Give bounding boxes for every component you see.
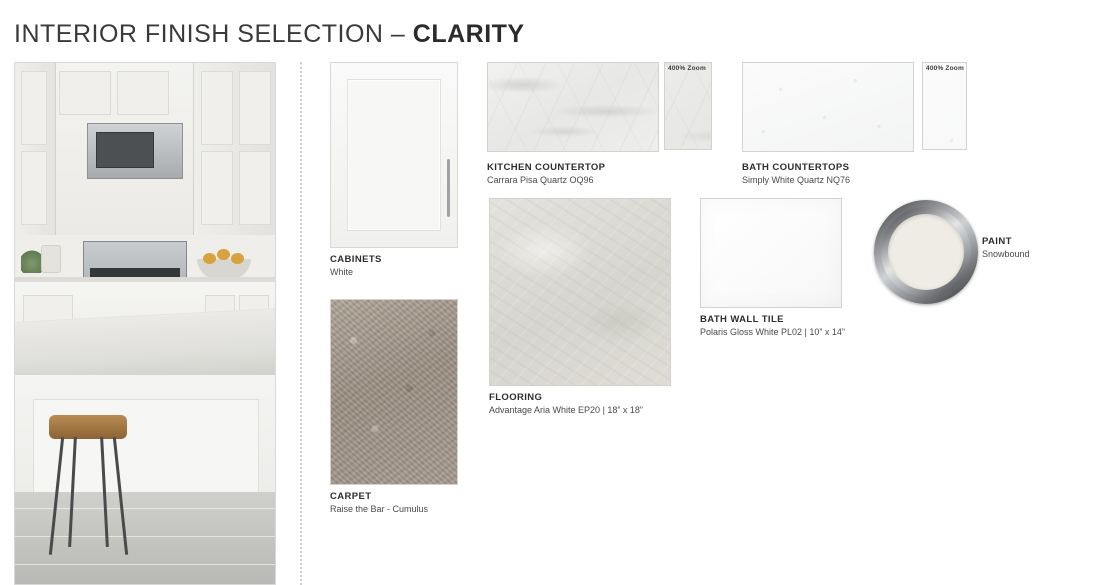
bath-wall-tile-swatch [700,198,842,308]
bath-countertops-zoom-swatch [922,62,967,150]
kitchen-zoom-label: 400% Zoom [668,65,706,72]
flooring-swatch [489,198,671,386]
bar-stool-seat [49,415,127,439]
cabinet-door [21,71,47,145]
bath-countertops-swatch [742,62,914,152]
kitchen-photo-scene [15,63,275,584]
cabinets-card [330,62,458,277]
flooring-label: FLOORING [489,392,543,403]
paint-label: PAINT [982,236,1012,247]
bath-zoom-label: 400% Zoom [926,65,964,72]
carpet-spec: Raise the Bar - Cumulus [330,504,429,514]
cabinets-swatch [330,62,458,248]
cabinet-door [21,151,47,225]
paint-card [874,200,1094,308]
kitchen-countertop-spec: Carrara Pisa Quartz OQ96 [487,175,594,185]
page-title [14,20,525,49]
kitchen-countertop-label: KITCHEN COUNTERTOP [487,162,606,173]
cabinet-pull-icon [447,159,450,217]
bath-countertops-label: BATH COUNTERTOPS [742,162,850,173]
microwave-icon [87,123,183,179]
cabinet-door [201,71,233,145]
kitchen-countertop-zoom-swatch [664,62,712,150]
flooring-card [489,198,671,415]
bath-countertops-card [742,62,967,185]
flooring-spec: Advantage Aria White EP20 | 18” x 18” [489,405,643,415]
bath-wall-tile-card [700,198,845,337]
cabinet-door [117,71,169,115]
cabinets-spec: White [330,267,354,277]
paint-spec: Snowbound [982,249,1030,259]
plant-decor [21,249,43,273]
vertical-divider [300,62,302,585]
page-title-strong: CLARITY [412,20,525,48]
bath-wall-tile-spec: Polaris Gloss White PL02 | 10” x 14” [700,327,845,337]
kitchen-countertop-card [487,62,712,185]
jar-decor [41,245,61,273]
kitchen-photo [14,62,276,585]
fruit-decor [217,249,230,260]
carpet-swatch [330,299,458,485]
cabinet-door [201,151,233,225]
carpet-card [330,299,458,514]
fruit-decor [231,253,244,264]
page-title-prefix: INTERIOR FINISH SELECTION – [14,20,413,48]
bath-countertops-spec: Simply White Quartz NQ76 [742,175,851,185]
bath-wall-tile-label: BATH WALL TILE [700,314,784,325]
cabinets-label: CABINETS [330,254,382,265]
cabinet-door [239,151,271,225]
cabinet-door [239,71,271,145]
paint-swatch [874,200,978,304]
fruit-decor [203,253,216,264]
kitchen-countertop-swatch [487,62,659,152]
carpet-label: CARPET [330,491,372,502]
cabinet-door [59,71,111,115]
